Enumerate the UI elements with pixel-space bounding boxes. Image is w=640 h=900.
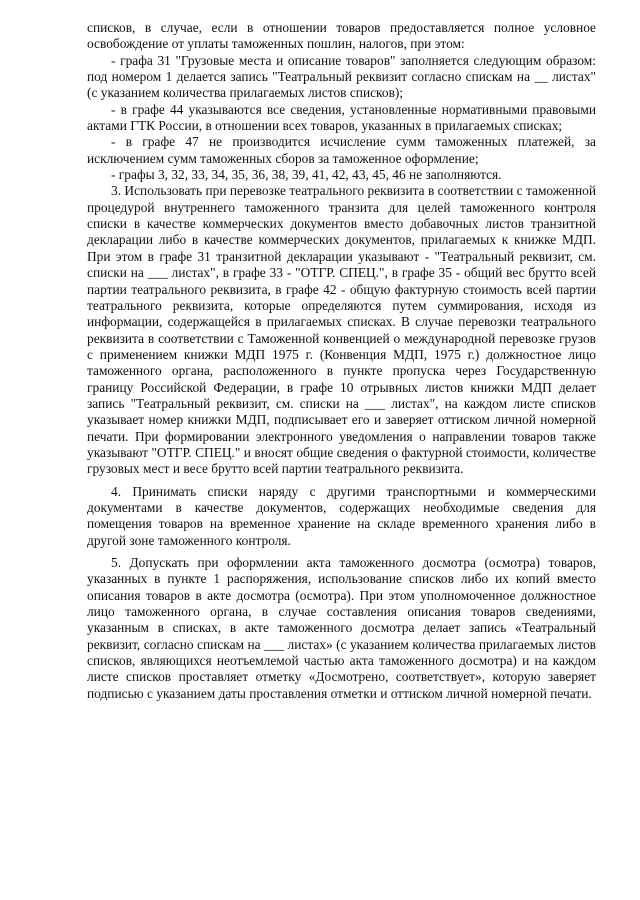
document-page [87, 20, 596, 702]
list-item-box-44: - в графе 44 указываются все сведения, установленные нормативными правовыми актами ГТК России, в отношении всех товаров, указанных в прилагаемых списках; [87, 101, 596, 134]
list-item-box-31: - графа 31 "Грузовые места и описание товаров" заполняется следующим образом: под номером 1 делается запись "Театральный реквизит согласно спискам на __ листах" (с указанием количества прилагаемых листов списков); [87, 52, 596, 101]
paragraph-item-4: 4. Принимать списки наряду с другими транспортными и коммерческими документами в качестве документов, содержащих необходимые сведения для помещения товаров на временное хранение на складе временного хранения либо в другой зоне таможенного контроля. [87, 483, 596, 548]
list-item-empty-boxes: - графы 3, 32, 33, 34, 35, 36, 38, 39, 41, 42, 43, 45, 46 не заполняются. [111, 167, 502, 183]
paragraph-item-3: 3. Использовать при перевозке театрального реквизита в соответствии с таможенной процедурой внутреннего таможенного транзита для целей таможенного контроля списки в качестве коммерческих документов вместо добавочных листов транзитной декларации либо в качестве коммерческих документов, прилагаемых к книжке МДП. При этом в графе 31 транзитной декларации указывают - "Театральный реквизит, см. списки на ___ листах", в графе 33 - "ОТГР. СПЕЦ.", в графе 35 - общий вес брутто всей партии театрального реквизита, в графе 42 - общую фактурную стоимость всей партии театрального реквизита, которые определяются путем суммирования, исходя из информации, содержащейся в прилагаемых списках. В случае перевозки театрального реквизита в соответствии с Таможенной конвенцией о международной перевозке грузов с применением книжки МДП 1975 г. (Конвенция МДП, 1975 г.) должностное лицо таможенного органа, расположенного в пункте пропуска через Государственную границу Российской Федерации, в графе 10 отрывных листов книжки МДП делает запись "Театральный реквизит, см. списки на ___ листах", на каждом листе списков указывает номер книжки МДП, подписывает его и заверяет оттиском личной номерной печати. При формировании электронного уведомления о направлении товаров также указывают "ОТГР. СПЕЦ." и вносят общие сведения о фактурной стоимости, количестве грузовых мест и весе брутто всей партии театрального реквизита. [87, 183, 596, 477]
paragraph-item-5: 5. Допускать при оформлении акта таможенного досмотра (осмотра) товаров, указанных в пункте 1 распоряжения, использование списков либо их копий вместо описания товаров в акте досмотра (осмотра). При этом уполномоченное должностное лицо таможенного органа, в случае составления описания товаров сведениями, указанным в списках, в акте таможенного досмотра делает запись «Театральный реквизит, согласно спискам на ___ листах» (с указанием количества прилагаемых листов списков, являющихся неотъемлемой частью акта таможенного досмотра) и на каждом листе списков проставляет отметку «Досмотрено, соответствует», которую заверяет подписью с указанием даты проставления отметки и оттиском личной номерной печати. [87, 555, 596, 701]
list-item-box-47: - в графе 47 не производится исчисление сумм таможенных платежей, за исключением сумм таможенных сборов за таможенное оформление; [87, 134, 596, 166]
paragraph-intro: списков, в случае, если в отношении товаров предоставляется полное условное освобождение от уплаты таможенных пошлин, налогов, при этом: [87, 20, 596, 52]
